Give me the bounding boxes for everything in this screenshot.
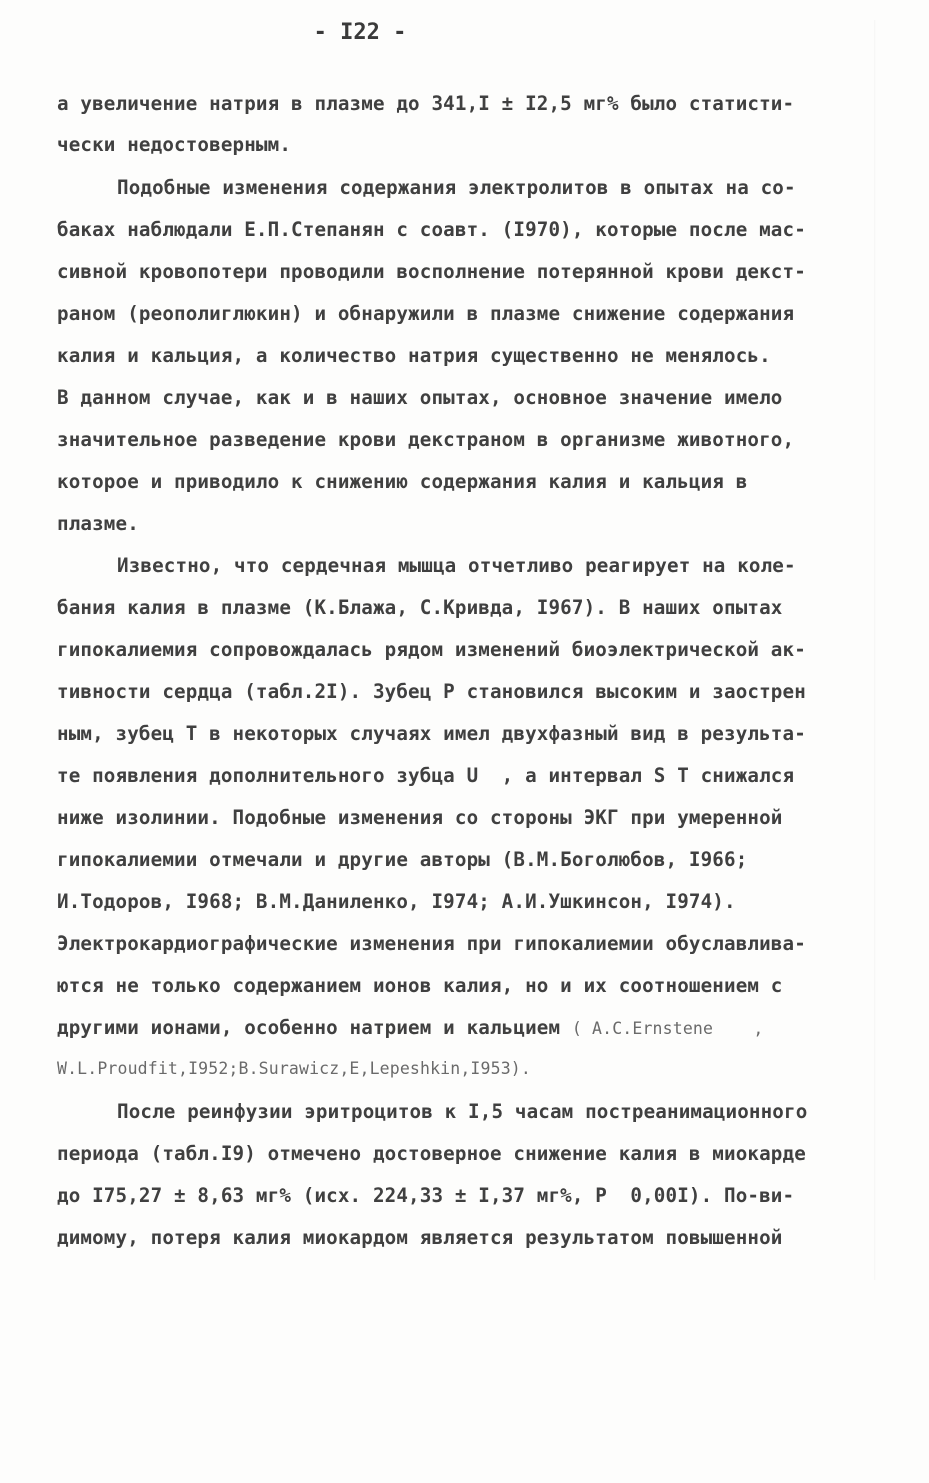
text-line: гипокалиемия сопровождалась рядом изменений биоэлектрической ак-	[57, 638, 806, 661]
text-line: ются не только содержанием ионов калия, но и их соотношением с	[57, 974, 783, 997]
text-line: тивности сердца (табл.2I). Зубец Р становился высоким и заострен	[57, 680, 806, 703]
citation-segment: ( A.C.Ernstene ,	[571, 1019, 764, 1038]
text-line: И.Тодоров, I968; В.М.Даниленко, I974; А.И.Ушкинсон, I974).	[57, 890, 736, 913]
text-segment: другими ионами, особенно натрием и кальцием	[57, 1016, 561, 1039]
text-line: те появления дополнительного зубца U , а интервал S T снижался	[57, 764, 795, 787]
page-number: - I22 -	[313, 20, 407, 45]
text-line: чески недостоверным.	[57, 133, 292, 156]
text-line: Известно, что сердечная мышца отчетливо реагирует на коле-	[117, 554, 796, 577]
text-line: баках наблюдали Е.П.Степанян с соавт. (I970), которые после мас-	[57, 218, 806, 241]
text-line: периода (табл.I9) отмечено достоверное снижение калия в миокарде	[57, 1142, 806, 1165]
text-line: ниже изолинии. Подобные изменения со стороны ЭКГ при умеренной	[57, 806, 783, 829]
page-edge-shadow	[874, 20, 876, 1280]
text-line: раном (реополиглюкин) и обнаружили в плазме снижение содержания	[57, 302, 795, 325]
text-line: значительное разведение крови декстраном в организме животного,	[57, 428, 795, 451]
text-line: гипокалиемии отмечали и другие авторы (В.М.Боголюбов, I966;	[57, 848, 748, 871]
text-line: плазме.	[57, 512, 139, 535]
text-line: В данном случае, как и в наших опытах, основное значение имело	[57, 386, 783, 409]
text-line: После реинфузии эритроцитов к I,5 часам постреанимационного	[117, 1100, 808, 1123]
text-line: Электрокардиографические изменения при гипокалиемии обуславлива-	[57, 932, 806, 955]
text-line: бания калия в плазме (К.Блажа, С.Кривда, I967). В наших опытах	[57, 596, 783, 619]
text-line: димому, потеря калия миокардом является результатом повышенной	[57, 1226, 783, 1249]
text-line	[57, 1014, 763, 1043]
text-line: до I75,27 ± 8,63 мг% (исх. 224,33 ± I,37 мг%, Р 0,00I). По-ви-	[57, 1184, 795, 1207]
text-line: а увеличение натрия в плазме до 341,I ± I2,5 мг% было статисти-	[57, 92, 795, 115]
text-line: калия и кальция, а количество натрия существенно не менялось.	[57, 344, 771, 367]
text-line: ным, зубец Т в некоторых случаях имел двухфазный вид в результа-	[57, 722, 806, 745]
text-line: которое и приводило к снижению содержания калия и кальция в	[57, 470, 748, 493]
text-line: Подобные изменения содержания электролитов в опытах на со-	[117, 176, 796, 199]
citation-line: W.L.Proudfit,I952;B.Surawicz,E,Lepeshkin,I953).	[57, 1059, 531, 1078]
text-line: сивной кровопотери проводили восполнение потерянной крови декст-	[57, 260, 806, 283]
